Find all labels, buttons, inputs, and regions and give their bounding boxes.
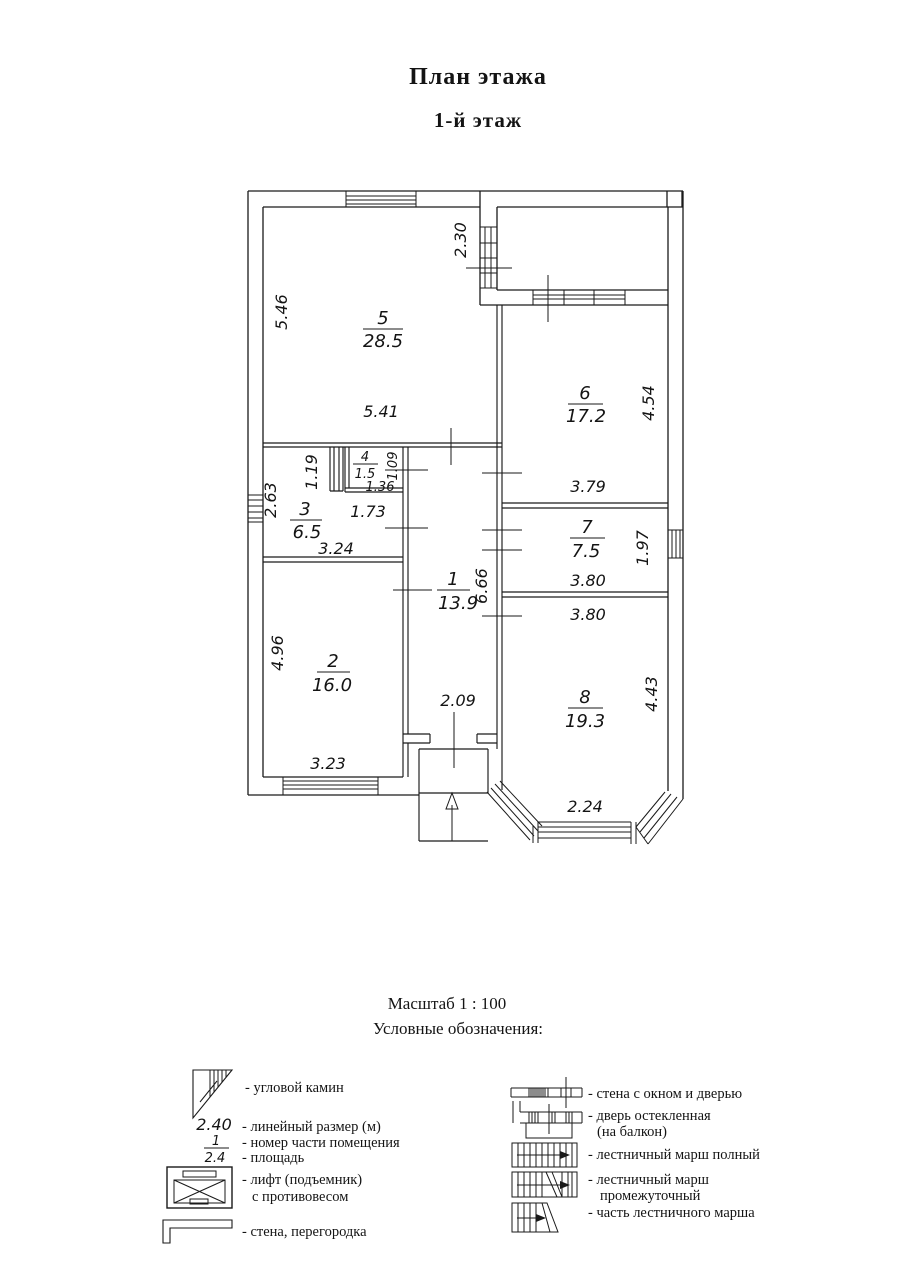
legend-right [511, 1077, 760, 1232]
room-4-area: 1.5 [354, 467, 376, 482]
wall-window-door-icon [511, 1077, 582, 1108]
room-3-label [290, 499, 322, 543]
page-subtitle: 1-й этаж [433, 108, 523, 132]
legend-dim-label: - линейный размер (м) [242, 1119, 381, 1135]
legend-area-sample: 2.4 [204, 1151, 226, 1166]
scale-caption: Масштаб 1 : 100 [387, 994, 507, 1013]
dim-room7-top: 3.80 [570, 571, 606, 590]
room-7-label [570, 517, 605, 562]
legend-balcony-label: - дверь остекленная [588, 1108, 711, 1124]
dim-room6-right: 4.54 [639, 385, 658, 421]
room-7-number: 7 [581, 517, 593, 538]
entrance-arrow [446, 793, 458, 841]
dim-room7-right: 1.97 [633, 530, 652, 566]
legend-balcony-label2: (на балкон) [597, 1124, 667, 1140]
legend-area-label: - площадь [242, 1150, 305, 1166]
dim-room8-right: 4.43 [642, 676, 661, 712]
room-6-label [566, 383, 606, 427]
room-7-area: 7.5 [571, 541, 601, 562]
stairs-part-icon [512, 1203, 558, 1232]
dim-room2-left: 4.96 [268, 635, 287, 671]
dim-room4-height: 1.09 [386, 451, 401, 481]
room-4-number: 4 [360, 450, 370, 465]
room-2-area: 16.0 [311, 675, 353, 696]
lift-icon [167, 1167, 232, 1208]
window-room6-top [533, 290, 625, 305]
room-6-number: 6 [579, 383, 591, 404]
dim-bay-bottom: 2.24 [567, 797, 603, 816]
room-2-number: 2 [327, 651, 339, 672]
legend-left [163, 1070, 400, 1243]
room-5-area: 28.5 [362, 331, 404, 352]
dim-room4-width: 1.36 [365, 480, 395, 495]
dim-room5-left: 5.46 [272, 294, 291, 330]
legend-window-wall-label: - стена с окном и дверью [588, 1086, 743, 1102]
legend-dim-sample: 2.40 [196, 1115, 232, 1134]
legend-stairs-intermediate-label2: промежуточный [600, 1188, 701, 1204]
legend-lift-label: - лифт (подъемник) [242, 1172, 363, 1188]
legend-number-label: - номер части помещения [242, 1135, 400, 1151]
balcony-door-icon [513, 1101, 582, 1138]
dim-nook-width: 1.19 [302, 454, 321, 490]
legend-number-sample: 1 [211, 1134, 221, 1149]
dim-room5-bottom: 5.41 [363, 402, 399, 421]
room-2-label [312, 651, 352, 696]
legend-fireplace-label: - угловой камин [245, 1080, 344, 1096]
dim-room3-bottom: 3.24 [318, 539, 354, 558]
room-labels [290, 308, 606, 732]
dim-hall-height: 6.66 [472, 568, 491, 604]
dim-room2-bottom: 3.23 [310, 754, 346, 773]
room-3-number: 3 [299, 499, 311, 520]
legend-stairs-intermediate-label: - лестничный марш [588, 1172, 709, 1188]
wall-icon [163, 1220, 232, 1243]
room-8-area: 19.3 [564, 711, 606, 732]
flue-strip [330, 447, 343, 491]
room-8-label [565, 687, 605, 732]
room-3-area: 6.5 [292, 522, 322, 543]
dim-window-top: 2.30 [451, 222, 470, 258]
room-5-number: 5 [377, 308, 389, 329]
window-230 [480, 227, 497, 288]
dim-room8-top: 3.80 [570, 605, 606, 624]
corner-pier [667, 191, 683, 207]
legend-lift-label2: с противовесом [252, 1189, 349, 1205]
dim-room6-bottom: 3.79 [570, 477, 606, 496]
room-1-number: 1 [447, 569, 459, 590]
dim-hall-width: 2.09 [440, 691, 476, 710]
room-4-label [353, 450, 378, 482]
legend-stairs-full-label: - лестничный марш полный [588, 1147, 760, 1163]
window-room2-bottom [283, 777, 378, 795]
room-6-area: 17.2 [565, 406, 607, 427]
page-title: План этажа [409, 64, 547, 90]
room-1-area: 13.9 [437, 593, 479, 614]
dim-room3-inner: 1.73 [350, 502, 386, 521]
legend-stairs-part-label: - часть лестничного марша [588, 1205, 755, 1221]
stairs-full-icon [512, 1143, 577, 1167]
window-room5-top [346, 191, 416, 207]
stairs-intermediate-icon [512, 1172, 577, 1197]
legend-wall-label: - стена, перегородка [242, 1224, 367, 1240]
corner-fireplace-icon [193, 1070, 232, 1118]
window-room7-right [668, 530, 683, 558]
room-5-label [363, 308, 403, 352]
room-8-number: 8 [579, 687, 591, 708]
legend-title: Условные обозначения: [372, 1019, 544, 1038]
dim-room3-left: 2.63 [261, 482, 280, 518]
